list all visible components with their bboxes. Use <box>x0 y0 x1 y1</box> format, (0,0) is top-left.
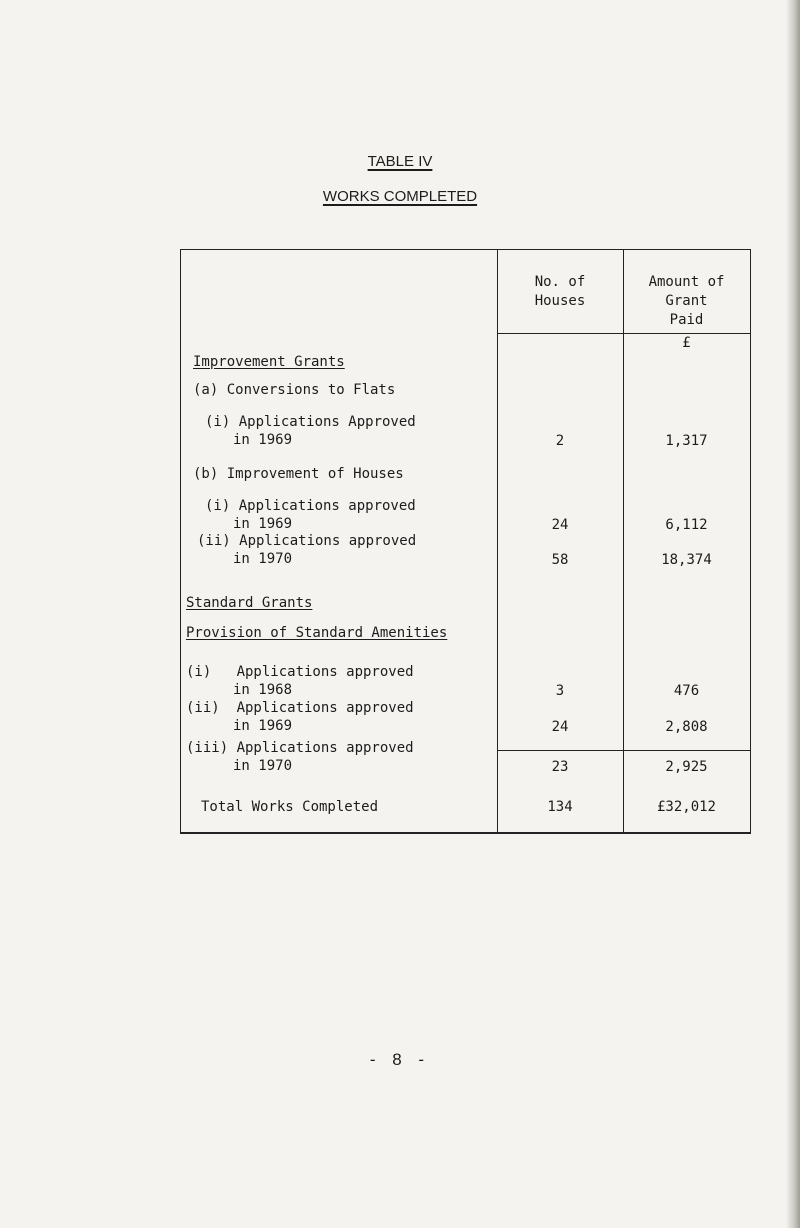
subsection-improvement-houses: (b) Improvement of Houses <box>193 466 404 482</box>
houses-column-header: No. of Houses <box>534 274 586 309</box>
total-houses: 134 <box>547 799 573 815</box>
amount-value: 18,374 <box>661 552 712 568</box>
row-label: (iii) Applications approved <box>186 740 414 756</box>
amount-value: 1,317 <box>665 433 708 449</box>
row-label: (i) Applications approved <box>205 498 416 514</box>
subsection-provision: Provision of Standard Amenities <box>186 625 448 641</box>
row-label-year: in 1970 <box>233 758 293 774</box>
houses-value: 3 <box>555 683 565 699</box>
amount-column-header: Amount of Grant Paid <box>648 274 725 328</box>
currency-label: £ <box>682 335 691 351</box>
total-rule <box>497 750 750 751</box>
subsection-conversions: (a) Conversions to Flats <box>193 382 396 398</box>
row-label-year: in 1969 <box>233 432 293 448</box>
row-label-year: in 1968 <box>233 682 293 698</box>
table-subtitle: WORKS COMPLETED <box>322 188 478 205</box>
page-edge-shadow <box>786 0 800 1228</box>
amount-value: 6,112 <box>665 517 708 533</box>
row-label: (ii) Applications approved <box>186 700 414 716</box>
row-label-year: in 1970 <box>233 551 293 567</box>
row-label-year: in 1969 <box>233 516 293 532</box>
row-label: (ii) Applications approved <box>197 533 417 549</box>
row-label-year: in 1969 <box>233 718 293 734</box>
houses-value: 24 <box>551 517 569 533</box>
section-heading-improvement: Improvement Grants <box>193 354 345 370</box>
table-title: TABLE IV <box>367 153 433 170</box>
houses-value: 2 <box>555 433 565 449</box>
total-label: Total Works Completed <box>201 799 379 815</box>
amount-value: 476 <box>673 683 700 699</box>
houses-value: 23 <box>551 759 569 775</box>
works-completed-table <box>180 249 751 834</box>
row-label: (i) Applications Approved <box>205 414 416 430</box>
row-label: (i) Applications approved <box>186 664 414 680</box>
column-divider-1 <box>497 250 498 832</box>
section-heading-standard: Standard Grants <box>186 595 313 611</box>
houses-value: 24 <box>551 719 569 735</box>
page-number: - 8 - <box>369 1050 431 1069</box>
total-amount: £32,012 <box>656 799 716 815</box>
amount-value: 2,808 <box>665 719 708 735</box>
amount-value: 2,925 <box>665 759 708 775</box>
houses-value: 58 <box>551 552 569 568</box>
